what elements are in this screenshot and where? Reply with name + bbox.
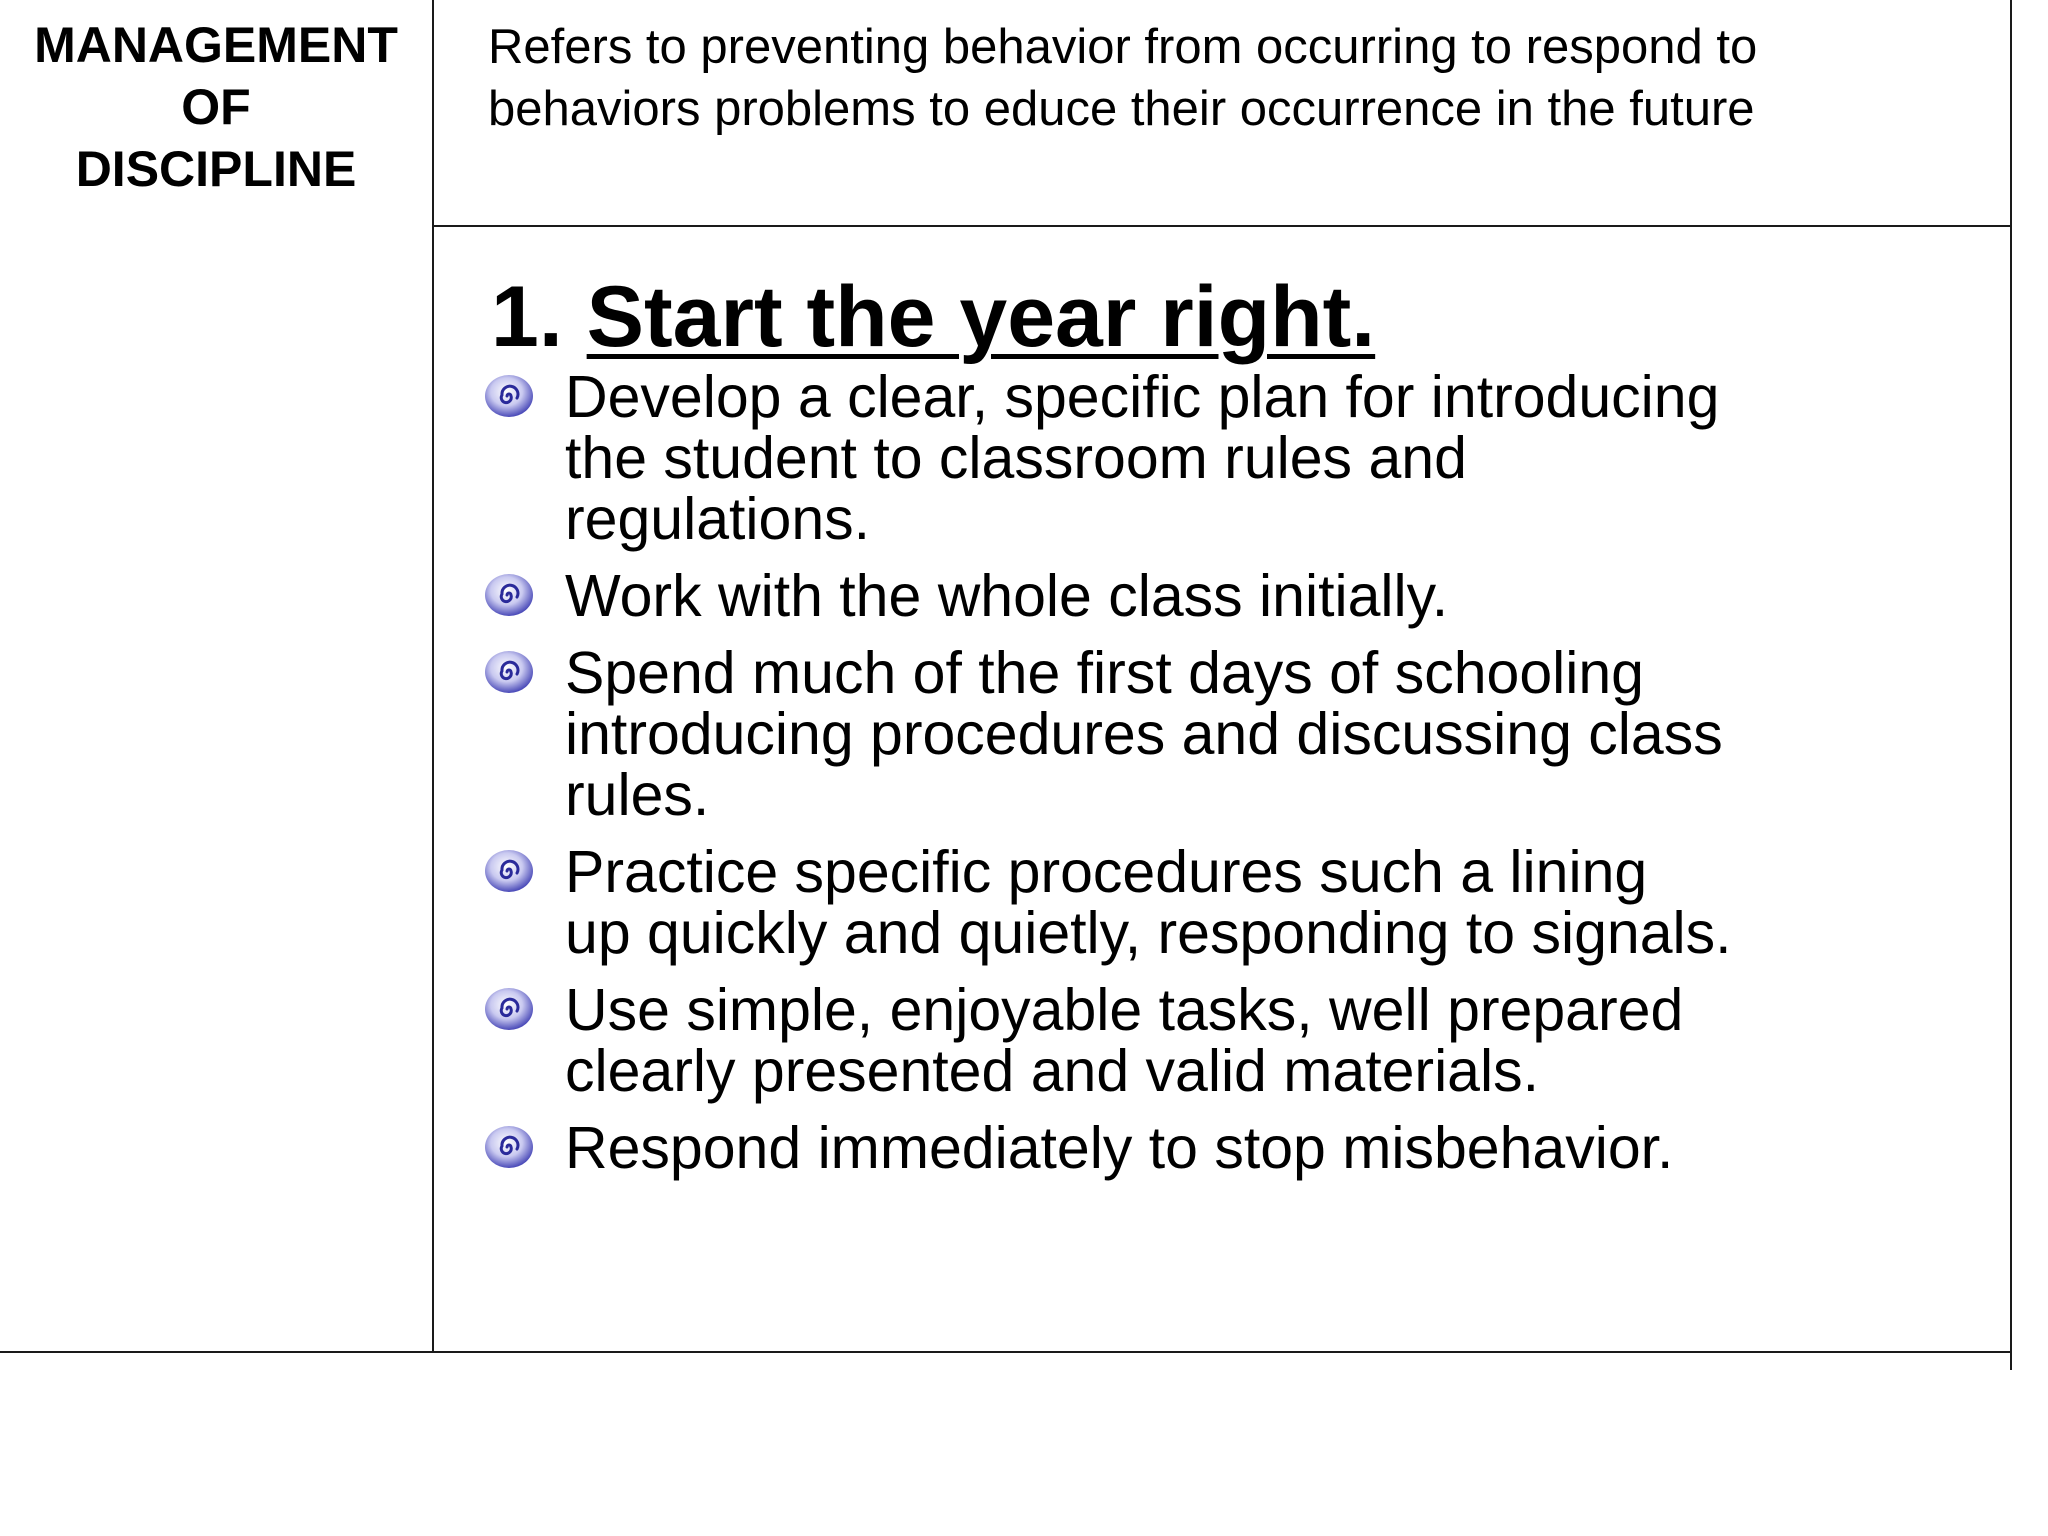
list-item — [483, 839, 2003, 966]
content-cell — [433, 227, 2010, 1351]
swirl-bullet-icon — [483, 572, 535, 618]
bullet-list — [483, 364, 2003, 1195]
bullet-text: Work with the whole class initially. — [565, 563, 1449, 629]
list-item — [483, 977, 2003, 1104]
table-bottom-border — [0, 1351, 2012, 1353]
bullet-text: Respond immediately to stop misbehavior. — [565, 1115, 1674, 1181]
term-line: DISCIPLINE — [75, 141, 357, 197]
definition-text: Refers to preventing behavior from occurring to respond to behaviors problems to educe their occurrence in the future — [488, 20, 1758, 136]
section-title: Start the year right. — [586, 269, 1376, 365]
term-line: OF — [181, 79, 251, 135]
swirl-bullet-icon — [483, 848, 535, 894]
section-heading — [491, 267, 1375, 367]
swirl-bullet-icon — [483, 986, 535, 1032]
bullet-text: Spend much of the first days of schooling introducing procedures and discussing class rules. — [565, 640, 1723, 828]
swirl-bullet-icon — [483, 649, 535, 695]
list-item — [483, 364, 2003, 552]
section-number: 1. — [491, 269, 563, 365]
swirl-bullet-icon — [483, 1124, 535, 1170]
list-item — [483, 563, 2003, 629]
bullet-text: Develop a clear, specific plan for introducing the student to classroom rules and regulations. — [565, 364, 1720, 552]
list-item — [483, 640, 2003, 828]
bullet-text: Use simple, enjoyable tasks, well prepared clearly presented and valid materials. — [565, 977, 1684, 1104]
swirl-bullet-icon — [483, 373, 535, 419]
bullet-text: Practice specific procedures such a lining up quickly and quietly, responding to signals. — [565, 839, 1732, 966]
term-line: MANAGEMENT — [34, 17, 398, 73]
table-right-border — [2010, 0, 2012, 1370]
term-cell — [0, 14, 432, 200]
list-item — [483, 1115, 2003, 1181]
